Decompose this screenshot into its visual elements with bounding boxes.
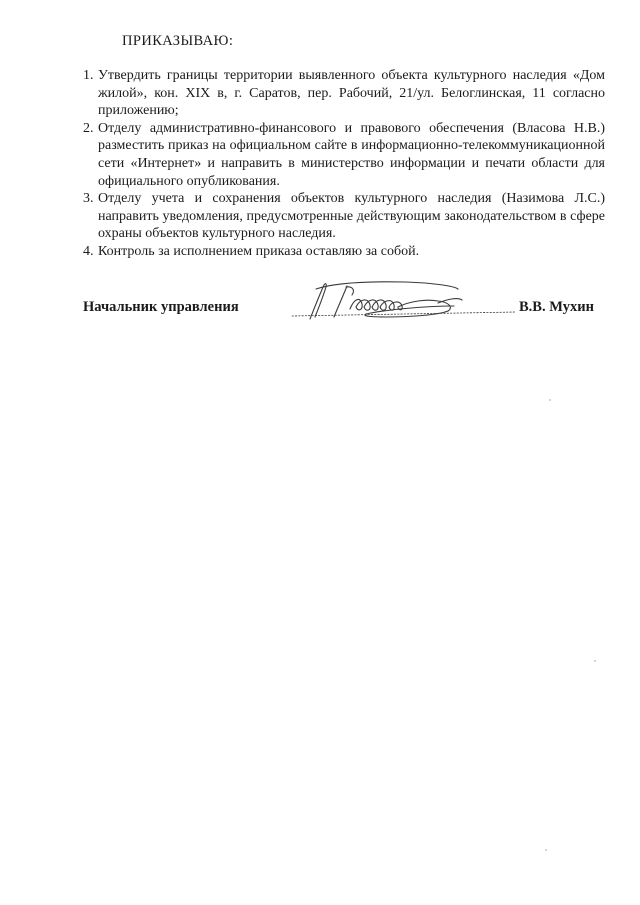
order-item-number: 1. <box>83 68 94 83</box>
scan-speck <box>545 849 547 851</box>
order-item-text: Контроль за исполнением приказа оставляю за собой. <box>98 243 420 259</box>
signer-position: Начальник управления <box>83 299 239 315</box>
signature-block <box>83 298 603 328</box>
order-item-number: 2. <box>83 120 94 136</box>
order-item-text: Отделу учета и сохранения объектов культурного наследия (Назимова Л.С.) направить уведомления, предусмотренные действующим законодательством в сфере охраны объектов культурного наследия. <box>98 191 605 242</box>
order-item <box>83 120 605 190</box>
scan-speck <box>549 399 551 401</box>
handwritten-signature <box>288 279 520 327</box>
order-heading: ПРИКАЗЫВАЮ: <box>122 33 234 49</box>
order-item-text: Отделу административно-финансового и правового обеспечения (Власова Н.В.) разместить приказ на официальном сайте в информационно-телекоммуникационной сети «Интернет» и направить в министерство информации и печати области для официального опубликования. <box>98 120 605 189</box>
order-items-list <box>83 67 605 261</box>
scan-speck <box>594 660 596 662</box>
order-item <box>83 190 605 243</box>
order-item-text: Утвердить границы территории выявленного объекта культурного наследия «Дом жилой», кон. XIX в, г. Саратов, пер. Рабочий, 21/ул. Белоглинская, 11 согласно приложению; <box>98 68 605 119</box>
order-item <box>83 67 605 120</box>
order-item-number: 4. <box>83 243 94 259</box>
order-item-number: 3. <box>83 191 94 207</box>
order-item <box>83 243 605 261</box>
signer-name: В.В. Мухин <box>519 299 594 315</box>
